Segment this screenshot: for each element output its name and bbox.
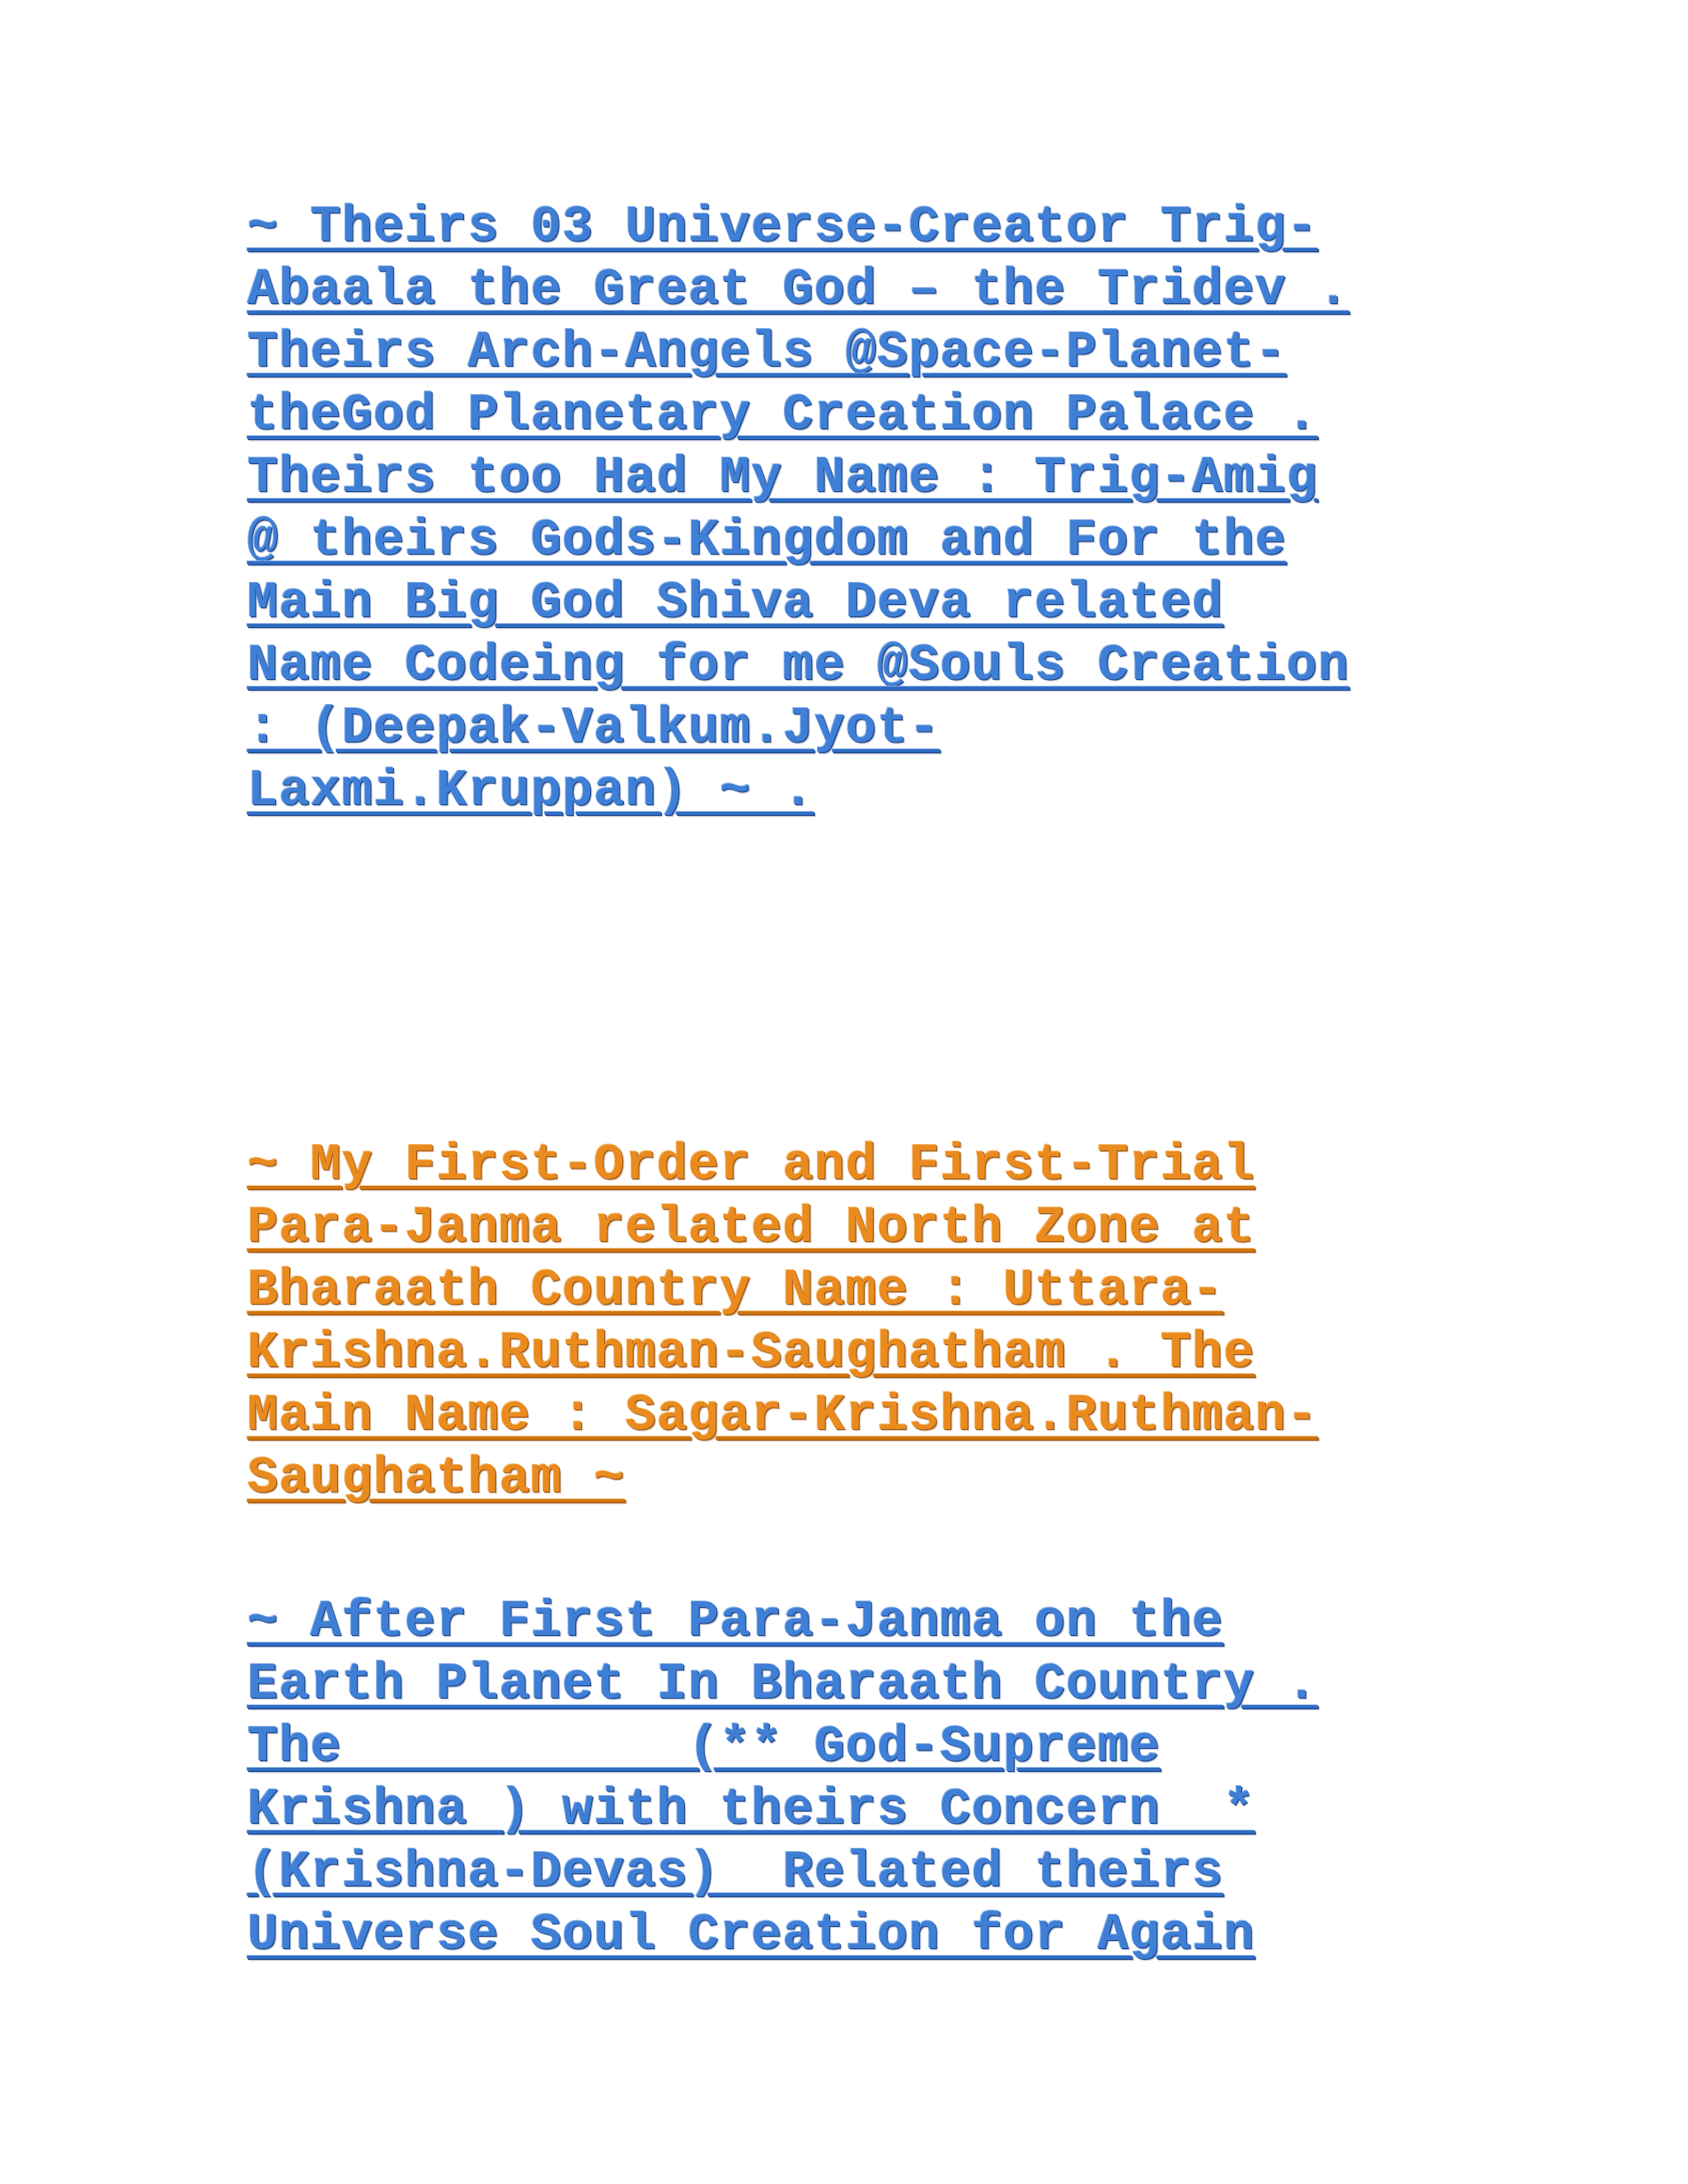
text-line: Laxmi.Kruppan) ~ .: [247, 762, 814, 820]
text-line: Krishna.Ruthman-Saughatham . The: [247, 1324, 1255, 1382]
text-line: (Krishna-Devas) Related theirs: [247, 1843, 1224, 1901]
text-line: Abaala the Great God – the Tridev .: [247, 260, 1350, 319]
paragraph-tridev: [247, 198, 1350, 827]
text-line: The (** God-Supreme: [247, 1718, 1160, 1776]
text-line: Earth Planet In Bharaath Country .: [247, 1655, 1319, 1713]
text-line: Para-Janma related North Zone at: [247, 1198, 1255, 1257]
paragraph-first-order: [247, 1136, 1319, 1515]
text-line: Main Name : Sagar-Krishna.Ruthman-: [247, 1386, 1319, 1445]
text-line: Theirs too Had My Name : Trig-Amig: [247, 448, 1319, 507]
text-line: Saughatham ~: [247, 1449, 626, 1507]
text-line: Main Big God Shiva Deva related: [247, 574, 1224, 632]
text-line: : (Deepak-Valkum.Jyot-: [247, 699, 940, 757]
text-line: Name Codeing for me @Souls Creation: [247, 636, 1350, 695]
text-line: Krishna ) with theirs Concern *: [247, 1780, 1255, 1839]
text-line: ~ Theirs 03 Universe-Creator Trig-: [247, 198, 1319, 256]
text-line: Theirs Arch-Angels @Space-Planet-: [247, 323, 1287, 382]
text-line: @ theirs Gods-Kingdom and For the: [247, 511, 1287, 569]
text-line: Bharaath Country Name : Uttara-: [247, 1261, 1224, 1319]
paragraph-after-first-para-janma: [247, 1592, 1319, 1971]
text-line: ~ My First-Order and First-Trial: [247, 1136, 1255, 1194]
text-line: ~ After First Para-Janma on the: [247, 1592, 1224, 1651]
text-line: Universe Soul Creation for Again: [247, 1905, 1255, 1964]
text-line: theGod Planetary Creation Palace .: [247, 386, 1319, 444]
